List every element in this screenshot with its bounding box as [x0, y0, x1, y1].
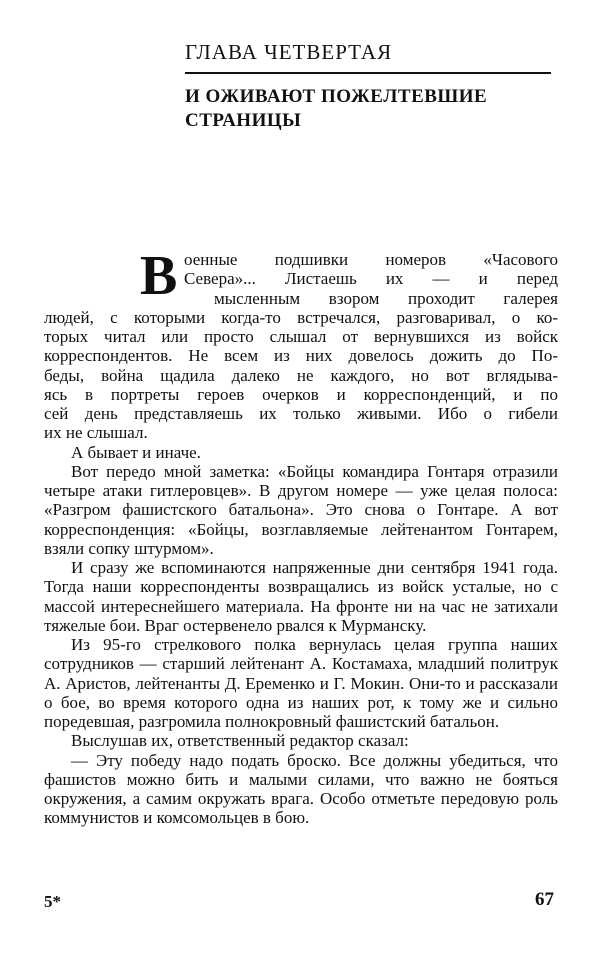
lead-line: оенные подшивки номеров «Часового: [184, 250, 558, 269]
heading-rule: [185, 72, 551, 74]
lead-line: торых читал или просто слышал от вернувшихся из войск: [44, 327, 558, 346]
section-title: [185, 85, 555, 133]
paragraph: Из 95-го стрелкового полка вернулась целая группа наших сотрудников — старший лейтенант А. Костамаха, младший политрук А. Аристов, лейтенанты Д. Еременко и Г. Мокин. Они-то и рассказали о бое, во время которого одна из наших рот, к тому же и сильно поредевшая, разгромила полнокровный фашистский батальон.: [44, 635, 558, 731]
lead-line: корреспондентов. Не всем из них довелось дожить до По-: [44, 346, 558, 366]
paragraph: А бывает и иначе.: [71, 442, 201, 462]
lead-line: беды, война щадила далеко не каждого, но вот вглядыва-: [44, 365, 558, 385]
lead-line: людей, с которыми когда-то встречался, разговаривал, о ко-: [44, 307, 558, 327]
drop-cap: В: [140, 245, 178, 307]
paragraph: Выслушав их, ответственный редактор сказал:: [71, 731, 409, 751]
lead-line: мысленным взором проходит галерея: [214, 288, 558, 308]
lead-line: Севера»... Листаешь их — и перед: [184, 269, 558, 289]
lead-line: ясь в портреты героев очерков и корреспонденций, и по: [44, 384, 558, 404]
chapter-heading: ГЛАВА ЧЕТВЕРТАЯ: [185, 40, 393, 64]
lead-line: их не слышал.: [44, 423, 148, 443]
paragraph: — Эту победу надо подать броско. Все должны убедиться, что фашистов можно бить и малыми силами, что важно не бояться окружения, а самим окружать врага. Особо отметьте передовую роль коммунистов и комсомольцев в бою.: [44, 750, 558, 828]
paragraph: Вот передо мной заметка: «Бойцы командира Гонтаря отразили четыре атаки гитлеровцев». В другом номере — уже целая полоса: «Разгром фашистского батальона». Это снова о Гонтаре. А вот корреспонденция: «Бойцы, возглавляемые лейтенантом Гонтарем, взяли сопку штурмом».: [44, 461, 558, 558]
section-title-line: И ОЖИВАЮТ ПОЖЕЛТЕВШИЕ: [185, 86, 488, 107]
lead-paragraph: [44, 245, 558, 443]
page-body: [44, 245, 558, 828]
lead-line: сей день представляешь их только живыми. Ибо о гибели: [44, 404, 558, 423]
signature-mark: 5*: [44, 892, 61, 911]
paragraph: И сразу же вспоминаются напряженные дни сентября 1941 года. Тогда наши корреспонденты возвращались из войск усталые, но с массой интереснейшего материала. На фронте ни на час не затихали тяжелые бои. Враг остервенело рвался к Мурманску.: [44, 558, 558, 635]
page-number: 67: [535, 889, 554, 910]
section-title-line: СТРАНИЦЫ: [185, 110, 302, 131]
